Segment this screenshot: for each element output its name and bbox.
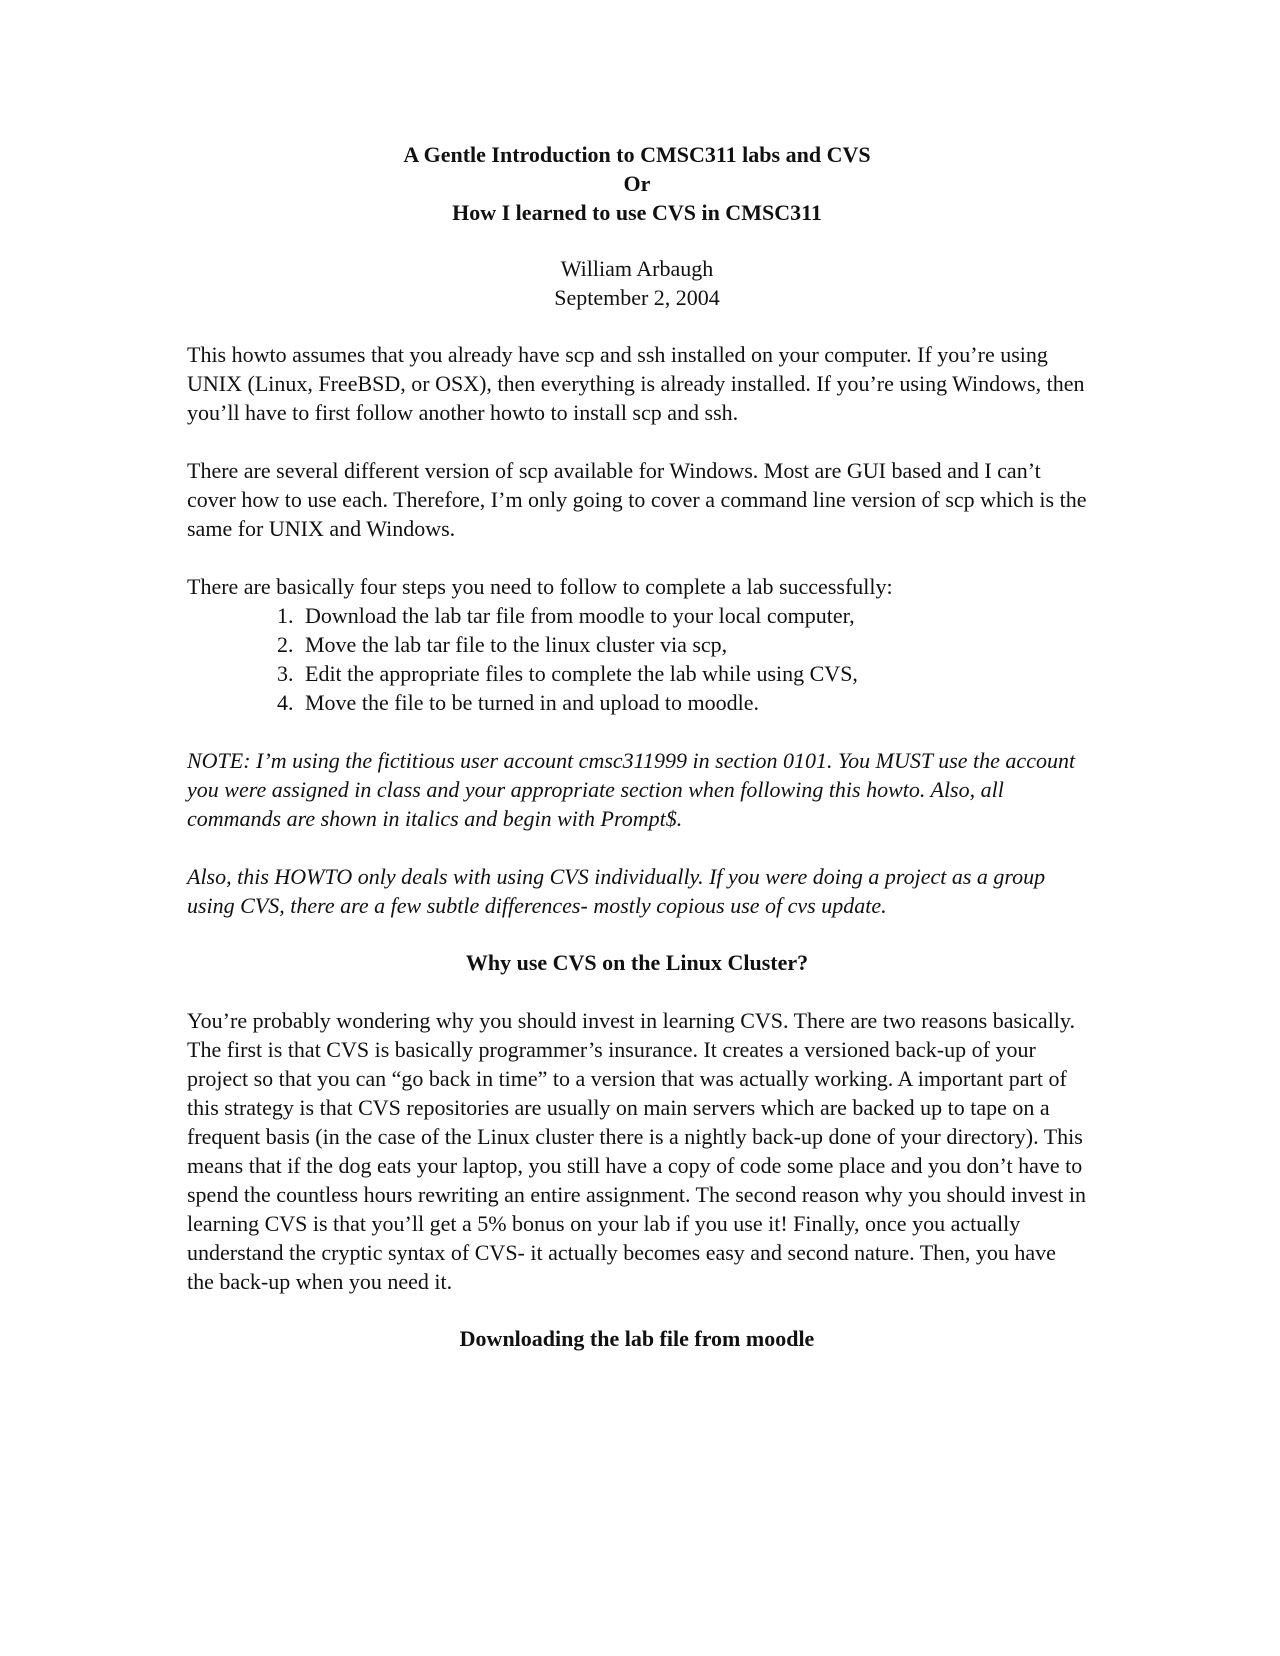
- author-name: William Arbaugh: [560, 256, 714, 281]
- list-item: 3. Edit the appropriate files to complete the lab while using CVS,: [299, 659, 1087, 688]
- document-title: [187, 140, 1087, 227]
- group-note-paragraph: Also, this HOWTO only deals with using CVS individually. If you were doing a project as a group using CVS, there are a few subtle differences- mostly copious use of cvs update.: [187, 864, 1046, 918]
- list-item: 1. Download the lab tar file from moodle to your local computer,: [299, 601, 1087, 630]
- list-item: 2. Move the lab tar file to the linux cluster via scp,: [299, 630, 1087, 659]
- note-paragraph: NOTE: I’m using the fictitious user account cmsc311999 in section 0101. You MUST use the account you were assigned in class and your appropriate section when following this howto. Also, all commands are shown in italics and begin with Prompt$.: [187, 748, 1076, 831]
- why-cvs-paragraph: You’re probably wondering why you should invest in learning CVS. There are two reasons basically. The first is that CVS is basically programmer’s insurance. It creates a versioned back-up of your project so that you can “go back in time” to a version that was actually working. A important part of this strategy is that CVS repositories are usually on main servers which are backed up to tape on a frequent basis (in the case of the Linux cluster there is a nightly back-up done of your directory). This means that if the dog eats your laptop, you still have a copy of code some place and you don’t have to spend the countless hours rewriting an entire assignment. The second reason why you should invest in learning CVS is that you’ll get a 5% bonus on your lab if you use it! Finally, once you actually understand the cryptic syntax of CVS- it actually becomes easy and second nature. Then, you have the back-up when you need it.: [187, 1008, 1086, 1294]
- title-line-2: Or: [623, 171, 651, 196]
- intro-paragraph: This howto assumes that you already have scp and ssh installed on your computer. If you’re using UNIX (Linux, FreeBSD, or OSX), then everything is already installed. If you’re using Windows, then you’ll have to first follow another howto to install scp and ssh.: [187, 342, 1085, 425]
- steps-list: [187, 601, 1087, 717]
- title-line-1: A Gentle Introduction to CMSC311 labs and CVS: [403, 142, 871, 167]
- download-heading: Downloading the lab file from moodle: [459, 1326, 815, 1351]
- document-date: September 2, 2004: [554, 285, 720, 310]
- document-page: [187, 140, 1087, 1353]
- title-line-3: How I learned to use CVS in CMSC311: [452, 200, 822, 225]
- why-cvs-heading: Why use CVS on the Linux Cluster?: [465, 950, 809, 975]
- author-block: [187, 254, 1087, 312]
- steps-intro-paragraph: There are basically four steps you need to follow to complete a lab successfully:: [187, 574, 893, 599]
- list-item: 4. Move the file to be turned in and upload to moodle.: [299, 688, 1087, 717]
- scp-versions-paragraph: There are several different version of scp available for Windows. Most are GUI based and I can’t cover how to use each. Therefore, I’m only going to cover a command line version of scp which is the same for UNIX and Windows.: [187, 458, 1087, 541]
